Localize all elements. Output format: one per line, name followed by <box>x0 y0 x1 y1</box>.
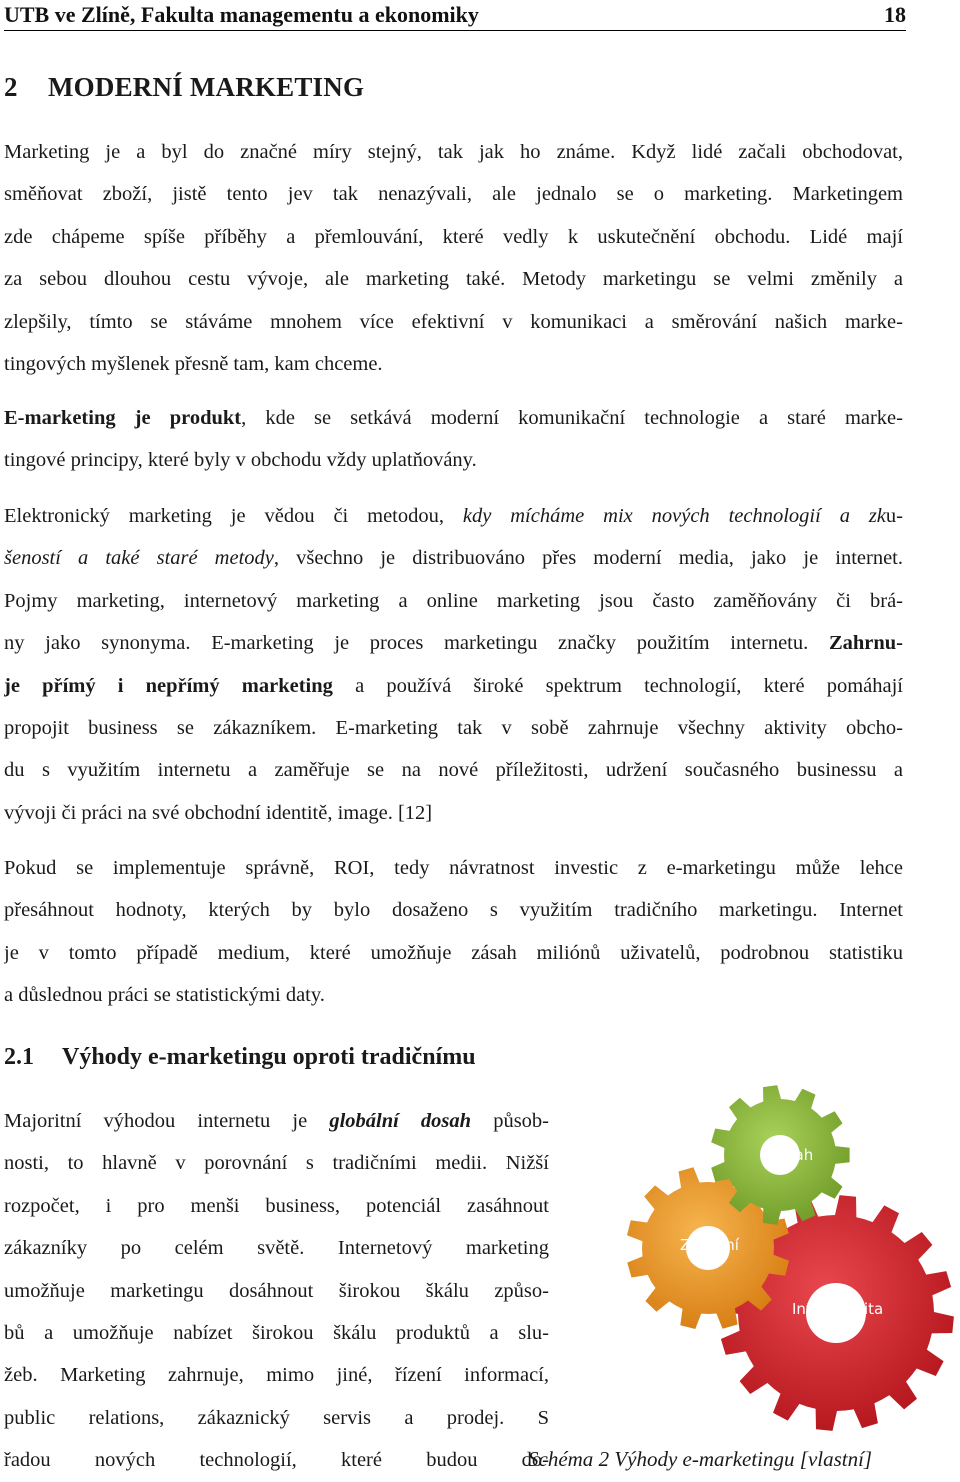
text-line: Pojmy marketing, internetový marketing a online marketing jsou často zaměňovány či brá- <box>4 589 903 612</box>
chapter-heading <box>4 72 364 103</box>
gear-label-zacileni: Zacílení <box>680 1236 739 1254</box>
text-line: Elektronický marketing je vědou či metodou, kdy mícháme mix nových technologií a zku- <box>4 505 903 527</box>
gear-label-dosah: Dosah <box>766 1146 814 1164</box>
text-line: nosti, to hlavně v porovnání s tradičními medii. Nižší <box>4 1152 549 1175</box>
section-number: 2.1 <box>4 1044 34 1070</box>
text-line: bů a umožňuje nabízet širokou škálu produktů a slu- <box>4 1321 549 1344</box>
italic-phrase: šeností a také staré metody <box>4 547 274 570</box>
text-line: du s využitím internetu a zaměřuje se na nové příležitosti, udržení současného businessu a <box>4 759 903 782</box>
text-line: vývoji či práci na své obchodní identitě, image. [12] <box>4 801 433 824</box>
text-line: zde chápeme spíše příběhy a přemlouvání, které vedly k uskutečnění obchodu. Lidé mají <box>4 225 903 248</box>
gears-diagram <box>600 1080 956 1452</box>
section-title: Výhody e-marketingu oproti tradičnímu <box>62 1044 476 1070</box>
text-line: přesáhnout hodnoty, kterých by bylo dosaženo s využitím tradičního marketingu. Internet <box>4 899 903 922</box>
text-line: Majoritní výhodou internetu je globální dosah působ- <box>4 1110 549 1132</box>
text-line: Pokud se implementuje správně, ROI, tedy návratnost investic z e-marketingu může lehce <box>4 857 903 879</box>
paragraph-5 <box>4 1100 549 1482</box>
figure-caption: Schéma 2 Výhody e-marketingu [vlastní] <box>528 1447 873 1471</box>
paragraph-4 <box>4 847 903 1017</box>
section-heading <box>4 1044 476 1071</box>
gear-label-interaktivita: Interaktivita <box>792 1300 884 1318</box>
bold-phrase: je přímý i nepřímý marketing <box>4 674 333 697</box>
bold-italic-phrase: globální dosah <box>329 1110 472 1132</box>
text-line: propojit business se zákazníkem. E-marketing tak v sobě zahrnuje všechny aktivity obcho- <box>4 716 903 739</box>
paragraph-2 <box>4 397 903 482</box>
text-line: je v tomto případě medium, které umožňuje zásah miliónů uživatelů, podrobnou statistiku <box>4 941 903 964</box>
text-line: žeb. Marketing zahrnuje, mimo jiné, řízení informací, <box>4 1364 549 1387</box>
paragraph-3 <box>4 495 903 834</box>
text-line: E-marketing je produkt, kde se setkává moderní komunikační technologie a staré marke- <box>4 407 903 429</box>
text-line: public relations, zákaznický servis a prodej. S <box>4 1406 549 1429</box>
text-line: šeností a také staré metody, všechno je distribuováno přes moderní media, jako je internet. <box>4 547 903 570</box>
italic-phrase: kdy mícháme mix nových technologií a zk <box>462 505 886 527</box>
text-line: zákazníky po celém světě. Internetový marketing <box>4 1237 549 1260</box>
paragraph-1 <box>4 131 903 385</box>
chapter-number: 2 <box>4 72 18 102</box>
running-header <box>4 0 906 31</box>
text-line: tingových myšlenek přesně tam, kam chceme. <box>4 352 383 375</box>
text-line: umožňuje marketingu dosáhnout širokou škálu způso- <box>4 1279 549 1302</box>
text-line: směňovat zboží, jistě tento jev tak nenazývali, ale jednalo se o marketing. Marketingem <box>4 183 903 206</box>
text-line: a důslednou práci se statistickými daty. <box>4 984 325 1007</box>
text-line: ny jako synonyma. E-marketing je proces marketingu značky použitím internetu. Zahrnu- <box>4 632 903 655</box>
text-line: tingové principy, které byly v obchodu vždy uplatňovány. <box>4 449 477 472</box>
text-line: za sebou dlouhou cestu vývoje, ale marketing také. Metody marketingu se velmi změnily a <box>4 268 903 291</box>
bold-phrase: Zahrnu- <box>828 632 903 655</box>
chapter-title: MODERNÍ MARKETING <box>48 72 365 102</box>
bold-phrase: E-marketing je produkt <box>4 407 242 429</box>
text-line: Marketing je a byl do značné míry stejný, tak jak ho známe. Když lidé začali obchodovat, <box>4 141 903 163</box>
text-line: rozpočet, i pro menši business, potenciál zasáhnout <box>4 1194 549 1217</box>
text-line: zlepšily, tímto se stáváme mnohem více efektivní v komunikaci a směrování našich marke- <box>4 310 903 333</box>
text-line: řadou nových technologií, které budou do- <box>4 1449 549 1472</box>
page-number: 18 <box>884 2 906 27</box>
header-title: UTB ve Zlíně, Fakulta managementu a ekonomiky <box>4 2 479 27</box>
text-line: je přímý i nepřímý marketing a používá široké spektrum technologií, které pomáhají <box>4 674 903 697</box>
